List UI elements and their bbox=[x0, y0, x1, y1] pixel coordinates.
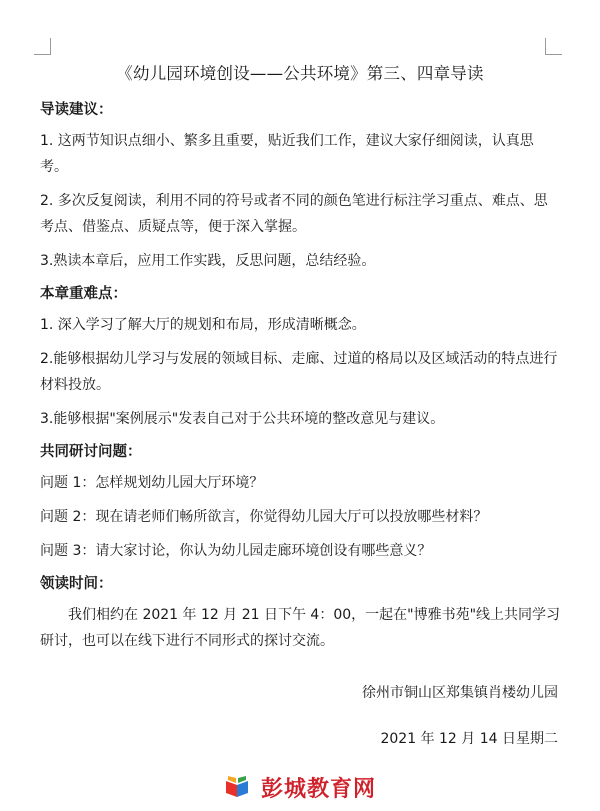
book-logo-icon bbox=[224, 775, 250, 801]
section-heading-key-points: 本章重难点： bbox=[40, 286, 127, 302]
key-point-2: 2.能够根据幼儿学习与发展的领域目标、走廊、过道的格局以及区域活动的特点进行材料投放。 bbox=[40, 351, 558, 393]
page-corner-mark-top-right bbox=[545, 38, 562, 55]
section-heading-reading-suggestions: 导读建议： bbox=[40, 102, 113, 118]
discussion-question-1: 问题 1：怎样规划幼儿园大厅环境？ bbox=[40, 475, 264, 491]
reading-suggestion-1: 1. 这两节知识点细小、繁多且重要，贴近我们工作，建议大家仔细阅读，认真思考。 bbox=[40, 133, 534, 175]
discussion-question-3: 问题 3：请大家讨论，你认为幼儿园走廊环境创设有哪些意义？ bbox=[40, 543, 432, 559]
section-heading-discussion-questions: 共同研讨问题： bbox=[40, 444, 142, 460]
reading-time-paragraph: 我们相约在 2021 年 12 月 21 日下午 4：00，一起在"博雅书苑"线上共同学习研讨，也可以在线下进行不同形式的探讨交流。 bbox=[40, 607, 561, 649]
document-title: 《幼儿园环境创设——公共环境》第三、四章导读 bbox=[116, 64, 484, 83]
signature-organization: 徐州市铜山区郑集镇肖楼幼儿园 bbox=[362, 685, 558, 701]
key-point-1: 1. 深入学习了解大厅的规划和布局，形成清晰概念。 bbox=[40, 317, 366, 333]
footer-logo-text: 彭城教育网 bbox=[261, 777, 377, 802]
page-corner-mark-top-left bbox=[34, 38, 51, 55]
document-page bbox=[40, 60, 560, 748]
discussion-question-2: 问题 2：现在请老师们畅所欲言，你觉得幼儿园大厅可以投放哪些材料？ bbox=[40, 509, 488, 525]
reading-suggestion-3: 3.熟读本章后，应用工作实践，反思问题，总结经验。 bbox=[40, 253, 376, 269]
footer-logo bbox=[0, 772, 600, 803]
section-heading-reading-time: 领读时间： bbox=[40, 576, 113, 592]
signature-date: 2021 年 12 月 14 日星期二 bbox=[380, 731, 558, 747]
key-point-3: 3.能够根据"案例展示"发表自己对于公共环境的整改意见与建议。 bbox=[40, 411, 445, 427]
reading-suggestion-2: 2. 多次反复阅读，利用不同的符号或者不同的颜色笔进行标注学习重点、难点、思考点、借鉴点、质疑点等，便于深入掌握。 bbox=[40, 193, 548, 235]
